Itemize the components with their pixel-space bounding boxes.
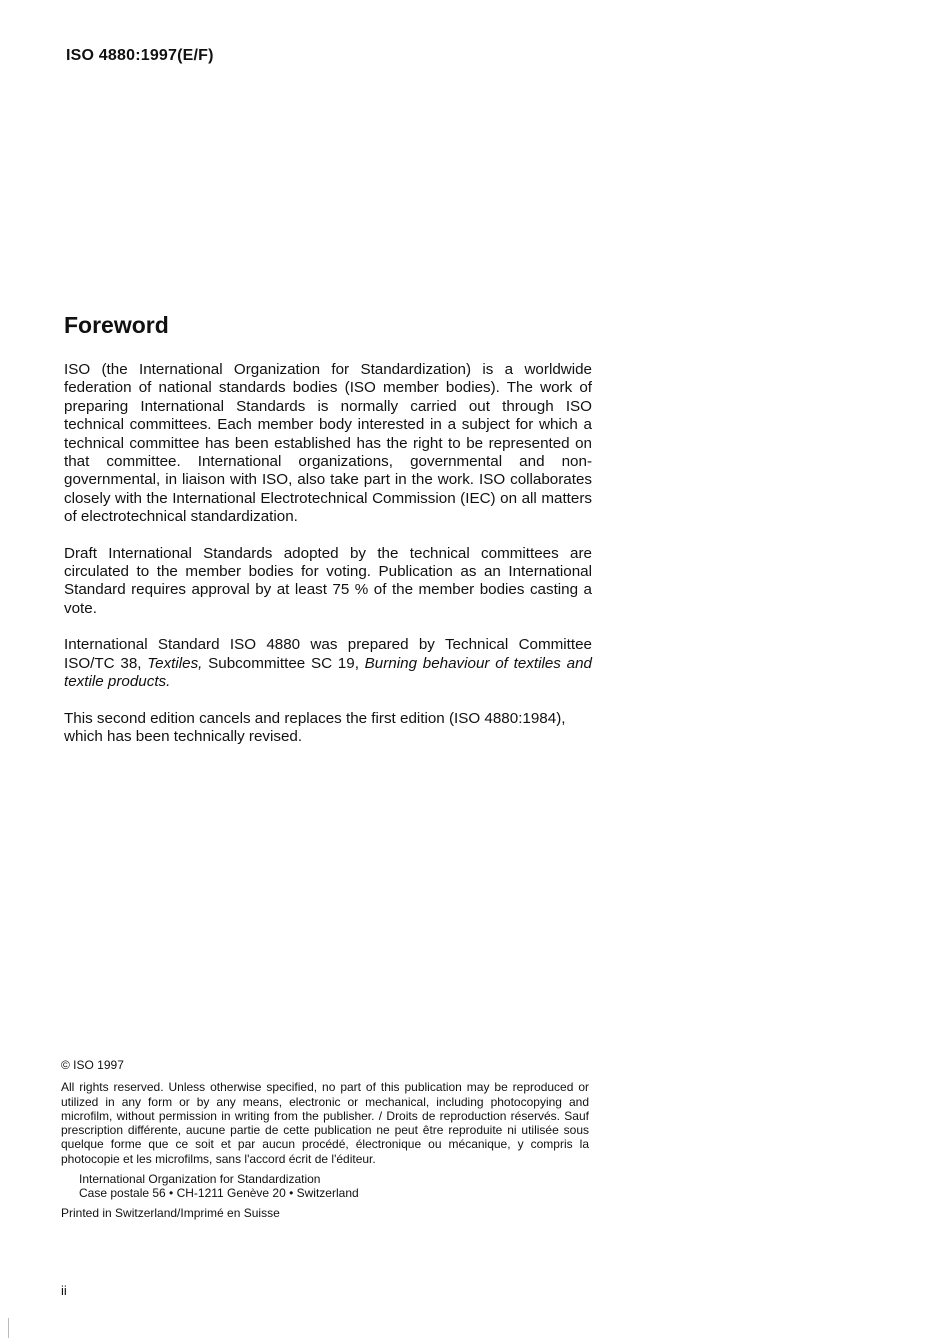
publisher-address: Case postale 56 • CH-1211 Genève 20 • Switzerland xyxy=(79,1186,359,1201)
committee-title-italic: Textiles, xyxy=(147,654,203,672)
foreword-body xyxy=(64,361,592,764)
paragraph-3-text-b: Subcommittee SC 19, xyxy=(202,654,365,672)
copyright-block xyxy=(61,1058,589,1220)
foreword-paragraph-1: ISO (the International Organization for Standardization) is a worldwide federation of national standards bodies (ISO member bodies). The work of preparing International Standards is normally carried out through ISO technical committees. Each member body interested in a subject for which a technical committee has been established has the right to be represented on that committee. International organizations, governmental and non-governmental, in liaison with ISO, also take part in the work. ISO collaborates closely with the International Electrotechnical Commission (IEC) on all matters of electrotechnical standardization. xyxy=(64,361,592,526)
paragraph-3-text-a: International Standard ISO 4880 was prepared by Technical Committee ISO/TC 38, xyxy=(64,636,592,672)
scan-edge-mark xyxy=(8,1318,9,1338)
subcommittee-title-italic: Burning behaviour of textiles and textile products. xyxy=(64,654,592,691)
rights-statement: All rights reserved. Unless otherwise specified, no part of this publication may be reproduced or utilized in any form or by any means, electronic or mechanical, including photocopying and microfilm, without permission in writing from the publisher. / Droits de reproduction réservés. Sauf prescription différente, aucune partie de cette publication ne peut être reproduite ni utilisée sous quelque forme que ce soit et par aucun procédé, électronique ou mécanique, y compris la photocopie et les microfilms, sans l'accord écrit de l'éditeur. xyxy=(61,1080,589,1166)
printed-in: Printed in Switzerland/Imprimé en Suisse xyxy=(61,1205,280,1220)
copyright-line: © ISO 1997 xyxy=(61,1058,124,1072)
foreword-paragraph-2: Draft International Standards adopted by the technical committees are circulated to the member bodies for voting. Publication as an International Standard requires approval by at least 75 % of the member bodies casting a vote. xyxy=(64,544,592,617)
publisher-name: International Organization for Standardization xyxy=(79,1172,321,1187)
page-title: Foreword xyxy=(64,312,169,338)
page-number: ii xyxy=(61,1283,67,1298)
foreword-paragraph-3 xyxy=(64,636,592,691)
foreword-paragraph-4: This second edition cancels and replaces the first edition (ISO 4880:1984), which has been technically revised. xyxy=(64,709,566,745)
document-id-header: ISO 4880:1997(E/F) xyxy=(66,47,214,64)
